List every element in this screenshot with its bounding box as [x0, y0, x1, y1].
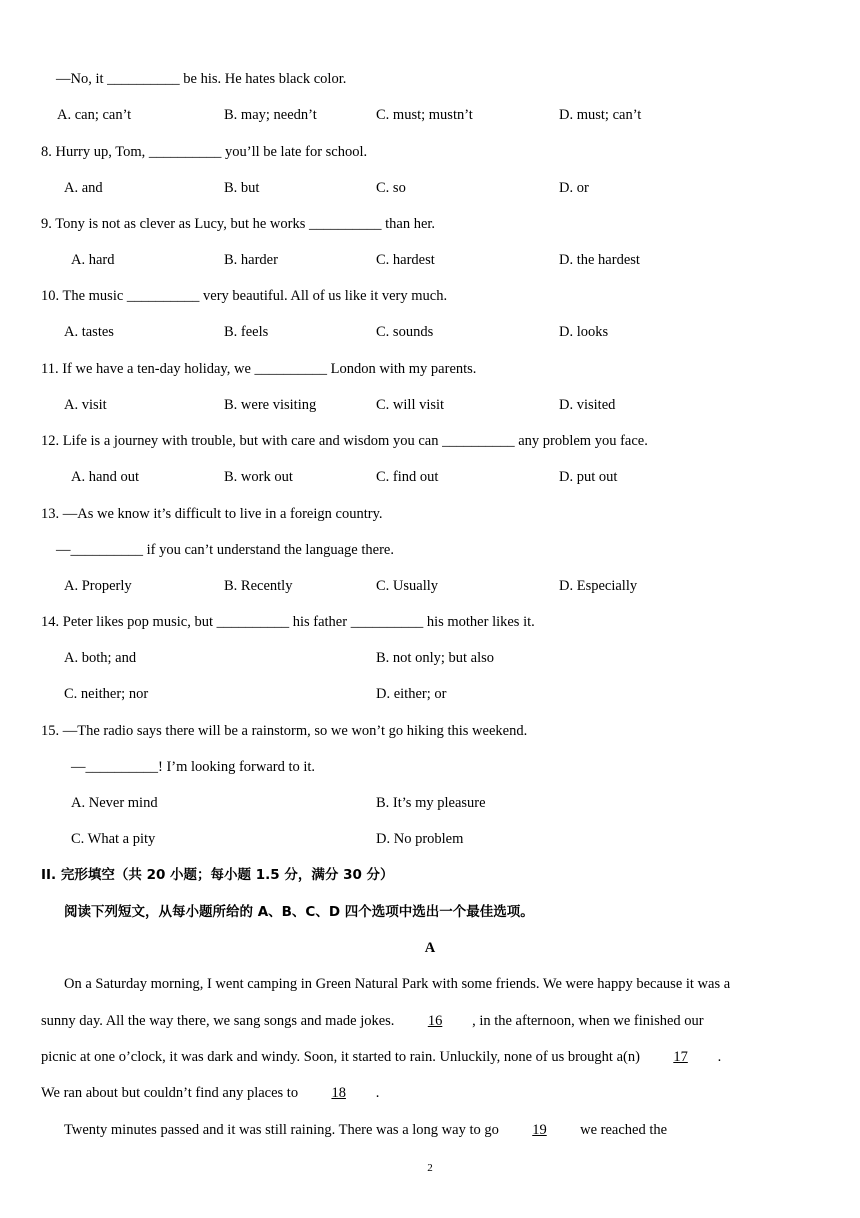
option-c[interactable]: C. neither; nor: [64, 686, 149, 702]
passage-text: .: [717, 1049, 722, 1065]
option-a[interactable]: A. and: [64, 180, 103, 196]
page-number: 2: [427, 1162, 433, 1174]
passage-line: [41, 1048, 721, 1066]
option-d[interactable]: D. the hardest: [559, 252, 640, 268]
passage-text: we reached the: [580, 1122, 668, 1138]
question-15-reply: —__________! I’m looking forward to it.: [71, 759, 316, 775]
option-d[interactable]: D. or: [559, 180, 589, 196]
option-b[interactable]: B. It’s my pleasure: [376, 795, 486, 811]
question-12: 12. Life is a journey with trouble, but with care and wisdom you can __________ any problem you face.: [41, 433, 648, 449]
option-b[interactable]: B. Recently: [224, 578, 293, 594]
option-a[interactable]: A. tastes: [64, 324, 114, 340]
question-13-reply: —__________ if you can’t understand the language there.: [56, 542, 394, 558]
section-instruction: 阅读下列短文，从每小题所给的 A、B、C、D 四个选项中选出一个最佳选项。: [64, 904, 534, 920]
option-d[interactable]: D. visited: [559, 397, 616, 413]
option-a[interactable]: A. Properly: [64, 578, 132, 594]
option-b[interactable]: B. were visiting: [224, 397, 317, 413]
option-a[interactable]: A. visit: [64, 397, 107, 413]
option-d[interactable]: D. No problem: [376, 831, 464, 847]
passage-text: We ran about but couldn’t find any places to: [41, 1085, 299, 1101]
option-b[interactable]: B. may; needn’t: [224, 107, 317, 123]
passage-text: picnic at one o’clock, it was dark and windy. Soon, it started to rain. Unluckily, none of us brought a(n): [41, 1049, 640, 1065]
option-c[interactable]: C. sounds: [376, 324, 434, 340]
option-a[interactable]: A. hand out: [71, 469, 140, 485]
option-b[interactable]: B. feels: [224, 324, 269, 340]
question-14: 14. Peter likes pop music, but __________ his father __________ his mother likes it.: [41, 614, 535, 630]
option-b[interactable]: B. not only; but also: [376, 650, 495, 666]
question-11: 11. If we have a ten-day holiday, we __________ London with my parents.: [41, 361, 477, 377]
option-d[interactable]: D. looks: [559, 324, 609, 340]
option-c[interactable]: C. find out: [376, 469, 439, 485]
passage-line: [41, 1012, 704, 1030]
option-a[interactable]: A. can; can’t: [57, 107, 132, 123]
passage-text: , in the afternoon, when we finished our: [472, 1013, 704, 1029]
option-d[interactable]: D. must; can’t: [559, 107, 642, 123]
passage-text: .: [375, 1085, 380, 1101]
passage-line: [41, 1084, 379, 1102]
option-c[interactable]: C. so: [376, 180, 406, 196]
question-7-reply: —No, it __________ be his. He hates black color.: [56, 71, 347, 87]
option-d[interactable]: D. either; or: [376, 686, 447, 702]
question-13: 13. —As we know it’s difficult to live in a foreign country.: [41, 506, 383, 522]
passage-label: A: [424, 940, 436, 956]
question-9: 9. Tony is not as clever as Lucy, but he works __________ than her.: [41, 216, 436, 232]
blank-16[interactable]: 16: [427, 1013, 443, 1029]
question-10: 10. The music __________ very beautiful. All of us like it very much.: [41, 288, 448, 304]
passage-text: sunny day. All the way there, we sang songs and made jokes.: [41, 1013, 395, 1029]
option-b[interactable]: B. work out: [224, 469, 293, 485]
section-heading: II. 完形填空（共 20 小题；每小题 1.5 分，满分 30 分）: [41, 867, 394, 883]
option-c[interactable]: C. What a pity: [71, 831, 156, 847]
passage-text: Twenty minutes passed and it was still raining. There was a long way to go: [64, 1122, 499, 1138]
option-c[interactable]: C. will visit: [376, 397, 445, 413]
option-d[interactable]: D. put out: [559, 469, 618, 485]
blank-18[interactable]: 18: [331, 1085, 346, 1101]
option-a[interactable]: A. both; and: [64, 650, 137, 666]
blank-17[interactable]: 17: [673, 1049, 688, 1065]
blank-19[interactable]: 19: [532, 1122, 547, 1138]
option-d[interactable]: D. Especially: [559, 578, 638, 594]
option-b[interactable]: B. harder: [224, 252, 278, 268]
question-8: 8. Hurry up, Tom, __________ you’ll be late for school.: [41, 144, 368, 160]
question-15: 15. —The radio says there will be a rainstorm, so we won’t go hiking this weekend.: [41, 723, 528, 739]
option-c[interactable]: C. hardest: [376, 252, 435, 268]
option-b[interactable]: B. but: [224, 180, 260, 196]
option-c[interactable]: C. Usually: [376, 578, 439, 594]
option-a[interactable]: A. hard: [71, 252, 115, 268]
option-c[interactable]: C. must; mustn’t: [376, 107, 473, 123]
passage-line: [64, 1121, 667, 1139]
passage-line: On a Saturday morning, I went camping in Green Natural Park with some friends. We were happy because it was a: [64, 976, 731, 992]
option-a[interactable]: A. Never mind: [71, 795, 158, 811]
